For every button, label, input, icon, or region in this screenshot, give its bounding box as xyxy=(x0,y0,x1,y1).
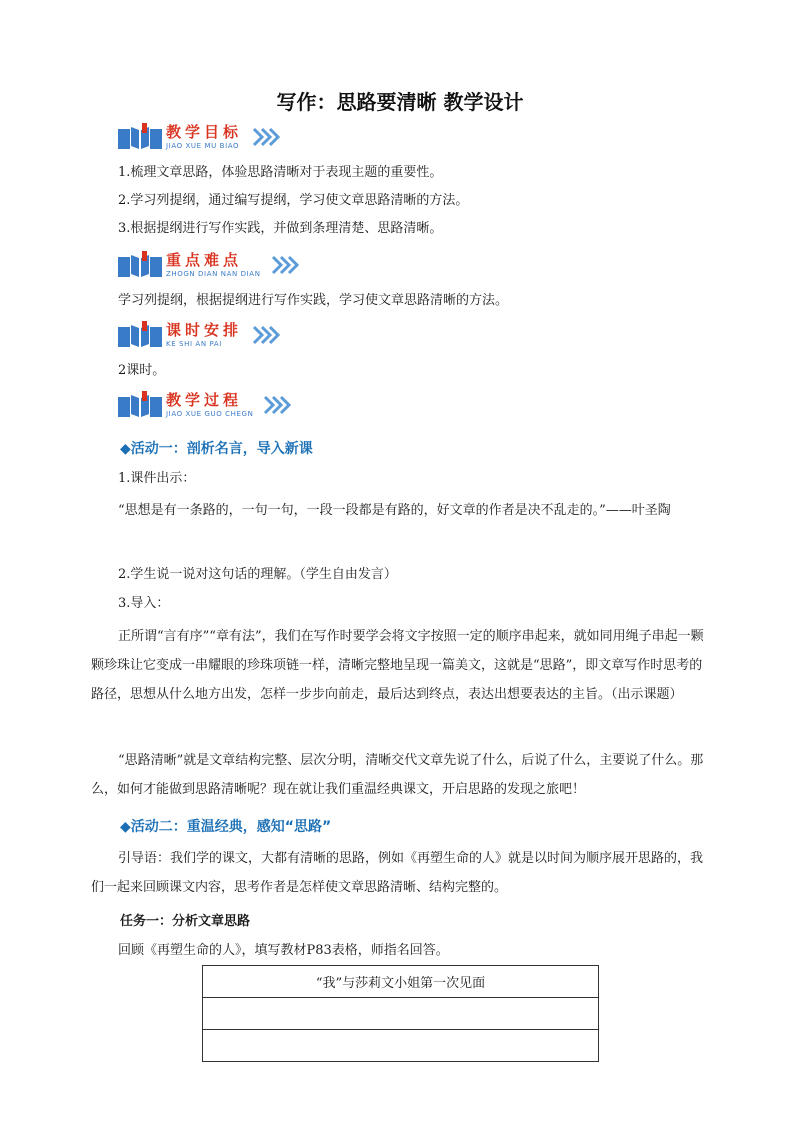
quote-paragraph xyxy=(91,496,711,525)
goal-item: 2.学习列提纲，通过编写提纲，学习使文章思路清晰的方法。 xyxy=(118,193,469,208)
worksheet-table xyxy=(202,965,599,1062)
book-icon xyxy=(118,251,162,279)
triple-chevron-icon xyxy=(252,127,280,147)
task-heading: 任务一：分析文章思路 xyxy=(120,914,251,929)
goal-item: 3.根据提纲进行写作实践，并做到条理清楚、思路清晰。 xyxy=(118,221,443,236)
section-header-pinyin: JIAO XUE GUO CHEGN xyxy=(166,409,254,418)
quote-text: “思想是有一条路的，一句一句，一段一段都是有路的，好文章的作者是决不乱走的。”——叶圣陶 xyxy=(118,503,671,518)
section-header-pinyin: ZHOGN DIAN NAN DIAN xyxy=(166,269,261,278)
step-text: 2.学生说一说对这句话的理解。（学生自由发言） xyxy=(118,567,397,582)
table-cell xyxy=(203,1030,599,1062)
class-hours-text: 2课时。 xyxy=(118,363,166,378)
section-header-title: 重点难点 xyxy=(166,250,243,269)
triple-chevron-icon xyxy=(271,255,299,275)
step-text: 1.课件出示： xyxy=(118,471,196,486)
triple-chevron-icon xyxy=(252,325,280,345)
section-header-title: 教学过程 xyxy=(166,390,243,409)
page-title: 写作：思路要清晰 教学设计 xyxy=(276,90,524,114)
guide-paragraph xyxy=(91,844,711,902)
table-row xyxy=(203,998,599,1030)
section-header-title: 教学目标 xyxy=(166,122,243,141)
intro-text: 正所谓“言有序”“章有法”，我们在写作时要学会将文字按照一定的顺序串起来，就如同用绳子串起一颗颗珍珠让它变成一串耀眼的珍珠项链一样，清晰完整地呈现一篇美文，这就是“思路”，即文章写作时思考的路径，思想从什么地方出发，怎样一步步向前走，最后达到终点，表达出想要表达的主旨。（出示课题） xyxy=(91,629,704,702)
section-header-goals xyxy=(118,120,280,154)
book-icon xyxy=(118,391,162,419)
guide-text: 引导语：我们学的课文，大都有清晰的思路，例如《再塑生命的人》就是以时间为顺序展开思路的，我们一起来回顾课文内容，思考作者是怎样使文章思路清晰、结构完整的。 xyxy=(91,851,704,895)
section-header-class-hours xyxy=(118,318,280,352)
table-row xyxy=(203,966,599,998)
section-header-pinyin: JIAO XUE MU BIAO xyxy=(166,141,240,150)
triple-chevron-icon xyxy=(263,395,291,415)
section-header-pinyin: KE SHI AN PAI xyxy=(166,339,222,348)
clarity-paragraph xyxy=(91,746,711,804)
activity-heading: ◆活动一：剖析名言，导入新课 xyxy=(120,441,313,457)
key-points-text: 学习列提纲，根据提纲进行写作实践，学习使文章思路清晰的方法。 xyxy=(118,293,509,308)
table-cell xyxy=(203,998,599,1030)
review-text: 回顾《再塑生命的人》，填写教材P83表格，师指名回答。 xyxy=(118,943,449,958)
clarity-text: “思路清晰”就是文章结构完整、层次分明，清晰交代文章先说了什么，后说了什么，主要说了什么。那么，如何才能做到思路清晰呢？现在就让我们重温经典课文，开启思路的发现之旅吧！ xyxy=(91,753,704,797)
book-icon xyxy=(118,123,162,151)
activity-heading: ◆活动二：重温经典，感知“思路” xyxy=(120,819,332,835)
section-header-process xyxy=(118,388,291,422)
section-header-title: 课时安排 xyxy=(166,320,243,339)
step-text: 3.导入： xyxy=(118,596,170,611)
table-row xyxy=(203,1030,599,1062)
goal-item: 1.梳理文章思路，体验思路清晰对于表现主题的重要性。 xyxy=(118,165,443,180)
intro-paragraph xyxy=(91,622,711,709)
book-icon xyxy=(118,321,162,349)
table-header-cell: “我”与莎莉文小姐第一次见面 xyxy=(203,966,599,998)
section-header-key-points xyxy=(118,248,299,282)
